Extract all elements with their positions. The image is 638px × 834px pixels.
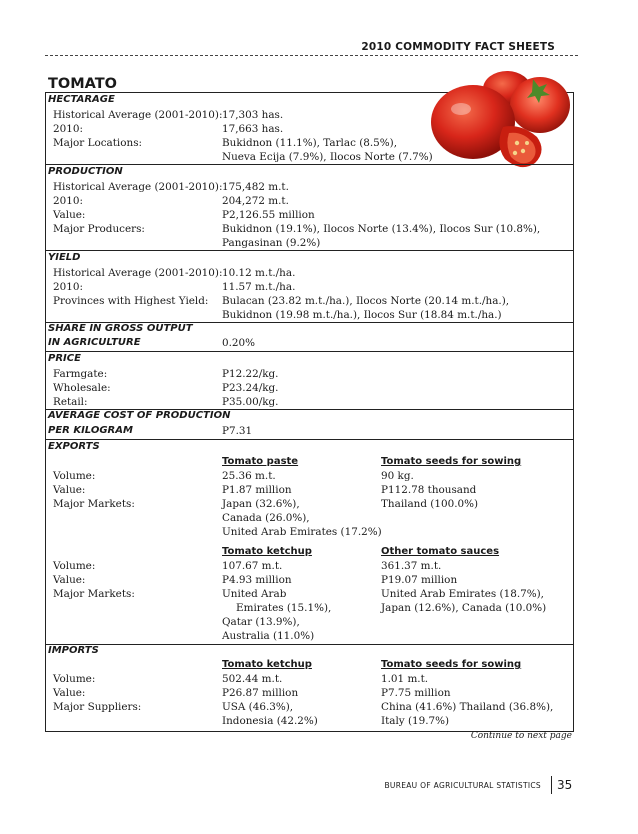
exports-paste-market: Japan (32.6%), [222, 498, 300, 510]
imports-heading: IMPORTS [48, 645, 99, 656]
exports-heading: EXPORTS [48, 441, 100, 452]
exports-sauces-volume: 361.37 m.t. [381, 560, 442, 572]
production-producers-line2: Pangasinan (9.2%) [222, 237, 321, 249]
footer-agency: BUREAU OF AGRICULTURAL STATISTICS [384, 781, 541, 790]
exports-seeds-name: Tomato seeds for sowing [381, 456, 522, 467]
exports-ketchup-volume: 107.67 m.t. [222, 560, 283, 572]
hectarage-locations-line1: Bukidnon (11.1%), Tarlac (8.5%), [222, 137, 397, 149]
hectarage-hist-value: 17,303 has. [222, 109, 284, 121]
yield-provinces-line1: Bulacan (23.82 m.t./ha.), Ilocos Norte (20.14 m.t./ha.), [222, 295, 510, 307]
price-farmgate-label: Farmgate: [53, 368, 108, 380]
exports-volume-label: Volume: [53, 470, 96, 482]
share-heading-line2: IN AGRICULTURE [48, 337, 141, 348]
imports-seeds-volume: 1.01 m.t. [381, 673, 429, 685]
tomato-image [425, 67, 575, 172]
hectarage-locations-label: Major Locations: [53, 137, 143, 149]
production-2010-value: 204,272 m.t. [222, 195, 289, 207]
footer-divider [551, 776, 552, 794]
share-value: 0.20% [222, 337, 256, 349]
yield-heading: YIELD [48, 252, 81, 263]
exports-seeds-market: Thailand (100.0%) [381, 498, 479, 510]
page-number: 35 [557, 778, 573, 792]
hectarage-2010-label: 2010: [53, 123, 83, 135]
exports-paste-volume: 25.36 m.t. [222, 470, 276, 482]
production-heading: PRODUCTION [48, 166, 123, 177]
production-value-label: Value: [53, 209, 86, 221]
price-wholesale-value: P23.24/kg. [222, 382, 279, 394]
exports-ketchup-market: United Arab [222, 588, 287, 600]
imports-seeds-value: P7.75 million [381, 687, 451, 699]
imports-seeds-supplier: Italy (19.7%) [381, 715, 450, 727]
yield-2010-value: 11.57 m.t./ha. [222, 281, 296, 293]
price-heading: PRICE [48, 353, 81, 364]
cost-value: P7.31 [222, 425, 253, 437]
imports-ketchup-name: Tomato ketchup [222, 659, 312, 670]
imports-ketchup-volume: 502.44 m.t. [222, 673, 283, 685]
exports-value-label: Value: [53, 484, 86, 496]
imports-ketchup-supplier: Indonesia (42.2%) [222, 715, 318, 727]
exports-sauces-name: Other tomato sauces [381, 546, 500, 557]
imports-ketchup-supplier: USA (46.3%), [222, 701, 294, 713]
yield-2010-label: 2010: [53, 281, 83, 293]
price-farmgate-value: P12.22/kg. [222, 368, 279, 380]
exports-markets-label: Major Markets: [53, 588, 135, 600]
yield-provinces-line2: Bukidnon (19.98 m.t./ha.), Ilocos Sur (18.84 m.t./ha.) [222, 309, 502, 321]
cost-heading-line1: AVERAGE COST OF PRODUCTION [48, 410, 231, 421]
exports-sauces-value: P19.07 million [381, 574, 458, 586]
hectarage-locations-line2: Nueva Ecija (7.9%), Ilocos Norte (7.7%) [222, 151, 433, 163]
section-divider [46, 439, 573, 440]
hectarage-heading: HECTARAGE [48, 94, 115, 105]
cost-heading-line2: PER KILOGRAM [48, 425, 133, 436]
yield-hist-label: Historical Average (2001-2010): [53, 267, 223, 279]
imports-value-label: Value: [53, 687, 86, 699]
share-heading-line1: SHARE IN GROSS OUTPUT [48, 323, 193, 334]
production-2010-label: 2010: [53, 195, 83, 207]
exports-value-label: Value: [53, 574, 86, 586]
yield-hist-value: 10.12 m.t./ha. [222, 267, 296, 279]
section-divider [46, 250, 573, 251]
exports-volume-label: Volume: [53, 560, 96, 572]
section-divider [46, 351, 573, 352]
header-divider [45, 55, 578, 56]
exports-ketchup-value: P4.93 million [222, 574, 292, 586]
commodity-title: TOMATO [48, 76, 117, 92]
imports-seeds-supplier: China (41.6%) Thailand (36.8%), [381, 701, 554, 713]
hectarage-hist-label: Historical Average (2001-2010): [53, 109, 223, 121]
imports-seeds-name: Tomato seeds for sowing [381, 659, 522, 670]
price-retail-value: P35.00/kg. [222, 396, 279, 408]
imports-ketchup-value: P26.87 million [222, 687, 299, 699]
exports-sauces-market: United Arab Emirates (18.7%), [381, 588, 544, 600]
exports-seeds-volume: 90 kg. [381, 470, 414, 482]
price-wholesale-label: Wholesale: [53, 382, 111, 394]
exports-paste-market: Canada (26.0%), [222, 512, 310, 524]
imports-suppliers-label: Major Suppliers: [53, 701, 142, 713]
exports-paste-value: P1.87 million [222, 484, 292, 496]
section-divider [46, 644, 573, 645]
production-value-value: P2,126.55 million [222, 209, 315, 221]
production-hist-label: Historical Average (2001-2010): [53, 181, 223, 193]
exports-paste-market: United Arab Emirates (17.2%) [222, 526, 382, 538]
production-producers-label: Major Producers: [53, 223, 145, 235]
exports-ketchup-market: Australia (11.0%) [222, 630, 315, 642]
continue-note: Continue to next page [470, 731, 572, 741]
exports-seeds-value: P112.78 thousand [381, 484, 477, 496]
imports-volume-label: Volume: [53, 673, 96, 685]
exports-ketchup-market: Qatar (13.9%), [222, 616, 300, 628]
exports-ketchup-market: Emirates (15.1%), [236, 602, 332, 614]
production-hist-value: 175,482 m.t. [222, 181, 289, 193]
yield-provinces-label: Provinces with Highest Yield: [53, 295, 209, 307]
price-retail-label: Retail: [53, 396, 88, 408]
exports-sauces-market: Japan (12.6%), Canada (10.0%) [381, 602, 547, 614]
header-title: 2010 COMMODITY FACT SHEETS [361, 41, 555, 53]
exports-paste-name: Tomato paste [222, 456, 299, 467]
production-producers-line1: Bukidnon (19.1%), Ilocos Norte (13.4%), Ilocos Sur (10.8%), [222, 223, 541, 235]
exports-markets-label: Major Markets: [53, 498, 135, 510]
exports-ketchup-name: Tomato ketchup [222, 546, 312, 557]
section-divider [46, 164, 573, 165]
hectarage-2010-value: 17,663 has. [222, 123, 284, 135]
